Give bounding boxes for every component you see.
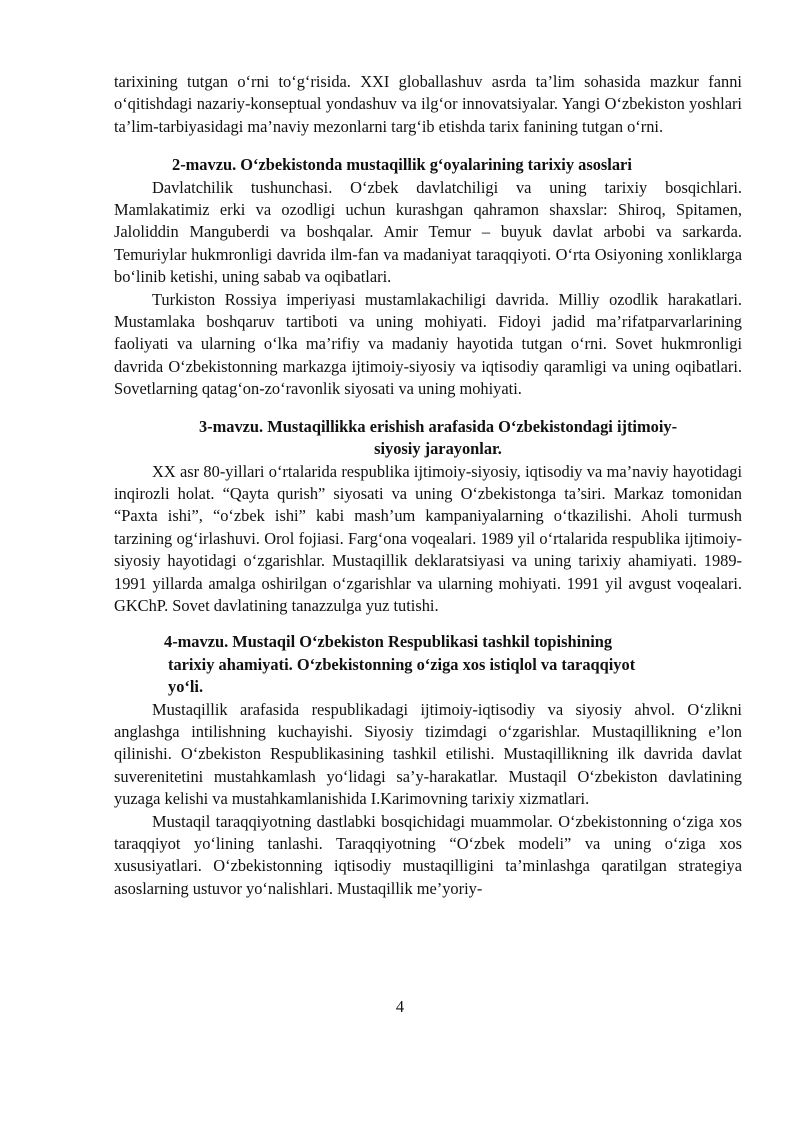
- topic-3-paragraph-1: XX asr 80-yillari o‘rtalarida respublika ijtimoiy-siyosiy, iqtisodiy va ma’naviy hayotidagi inqirozli holat. “Qayta qurish” siyosati va uning O‘zbekistonga ta’siri. Markaz tomonidan “Paxta ishi”, “o‘zbek ishi” kabi mash’um kampaniyalarning o‘tkazilishi. Aholi turmush tarzining og‘irlashuvi. Orol fojiasi. Farg‘ona voqealari. 1989 yil o‘rtalarida respublika ijtimoiy-siyosiy hayotidagi o‘zgarishlar. Mustaqillik deklaratsiyasi va uning tarixiy ahamiyati. 1989-1991 yillarda amalga oshirilgan o‘zgarishlar va ularning mohiyati. 1991 yil avgust voqealari. GKChP. Sovet davlatining tanazzulga yuz tutishi.: [114, 461, 742, 615]
- topic-2-heading: 2-mavzu. O‘zbekistonda mustaqillik g‘oyalarining tarixiy asoslari: [172, 155, 632, 175]
- topic-4-heading: [114, 631, 742, 698]
- topic-4-paragraph-1: Mustaqillik arafasida respublikadagi ijtimoiy-iqtisodiy va siyosiy ahvol. O‘zlikni anglashga intilishning kuchayishi. Siyosiy tizimdagi o‘zgarishlar. Mustaqillikning e’lon qilinishi. O‘zbekiston Respublikasining tashkil etilishi. Mustaqillikning ilk davrida davlat suverenitetini mustahkamlash yo‘lidagi sa’y-harakatlar. Mustaqil O‘zbekiston davlatining yuzaga kelishi va mustahkamlanishida I.Karimovning tarixiy xizmatlari.: [114, 699, 742, 809]
- topic-4-heading-line-3: yo‘li.: [168, 677, 204, 697]
- topic-3-heading-line-2: siyosiy jarayonlar.: [374, 439, 502, 459]
- intro-paragraph: tarixining tutgan o‘rni to‘g‘risida. XXI globallashuv asrda ta’lim sohasida mazkur fanni o‘qitishdagi nazariy-konseptual yondashuv va ilg‘or innovatsiyalar. Yangi O‘zbekiston yoshlari ta’lim-tarbiyasidagi ma’naviy mezonlarni targ‘ib etishda tarix fanining tutgan o‘rni.: [114, 72, 742, 136]
- topic-4-paragraph-2: Mustaqil taraqqiyotning dastlabki bosqichidagi muammolar. O‘zbekistonning o‘ziga xos taraqqiyot yo‘lining tanlashi. Taraqqiyotning “O‘zbek modeli” va uning o‘ziga xos xususiyatlari. O‘zbekistonning iqtisodiy mustaqilligini ta’minlashga qaratilgan strategiya asoslarning ustuvor yo‘nalishlari. Mustaqillik me’yoriy-: [114, 811, 742, 898]
- topic-4-heading-line-2: tarixiy ahamiyati. O‘zbekistonning o‘ziga xos istiqlol va taraqqiyot: [168, 654, 636, 674]
- topic-3-heading: [114, 416, 742, 461]
- page-body: [114, 71, 742, 900]
- topic-2-paragraph-2: Turkiston Rossiya imperiyasi mustamlakachiligi davrida. Milliy ozodlik harakatlari. Mustamlaka boshqaruv tartiboti va uning mohiyati. Fidoyi jadid ma’rifatparvarlarining faoliyati va ularning o‘lka ma’rifiy va madaniy hayotida tutgan o‘rni. Sovet hukmronligi davrida O‘zbekistonning markazga ijtimoiy-siyosiy va iqtisodiy qaramligi va uning oqibatlari. Sovetlarning qatag‘on-zo‘ravonlik siyosati va uning mohiyati.: [114, 289, 742, 399]
- page-number: 4: [395, 997, 405, 1016]
- topic-2-paragraph-1: Davlatchilik tushunchasi. O‘zbek davlatchiligi va uning tarixiy bosqichlari. Mamlakatimiz erki va ozodligi uchun kurashgan qahramon shaxslar: Shiroq, Spitamen, Jaloliddin Manguberdi va boshqalar. Amir Temur – buyuk davlat arbobi va sarkarda. Temuriylar hukmronligi davrida ilm-fan va madaniyat taraqqiyoti. O‘rta Osiyoning xonliklarga bo‘linib ketishi, uning sabab va oqibatlari.: [114, 177, 742, 287]
- topic-4-heading-line-1: 4-mavzu. Mustaqil O‘zbekiston Respublikasi tashkil topishining: [164, 632, 613, 652]
- topic-3-heading-line-1: 3-mavzu. Mustaqillikka erishish arafasida O‘zbekistondagi ijtimoiy-: [198, 416, 678, 436]
